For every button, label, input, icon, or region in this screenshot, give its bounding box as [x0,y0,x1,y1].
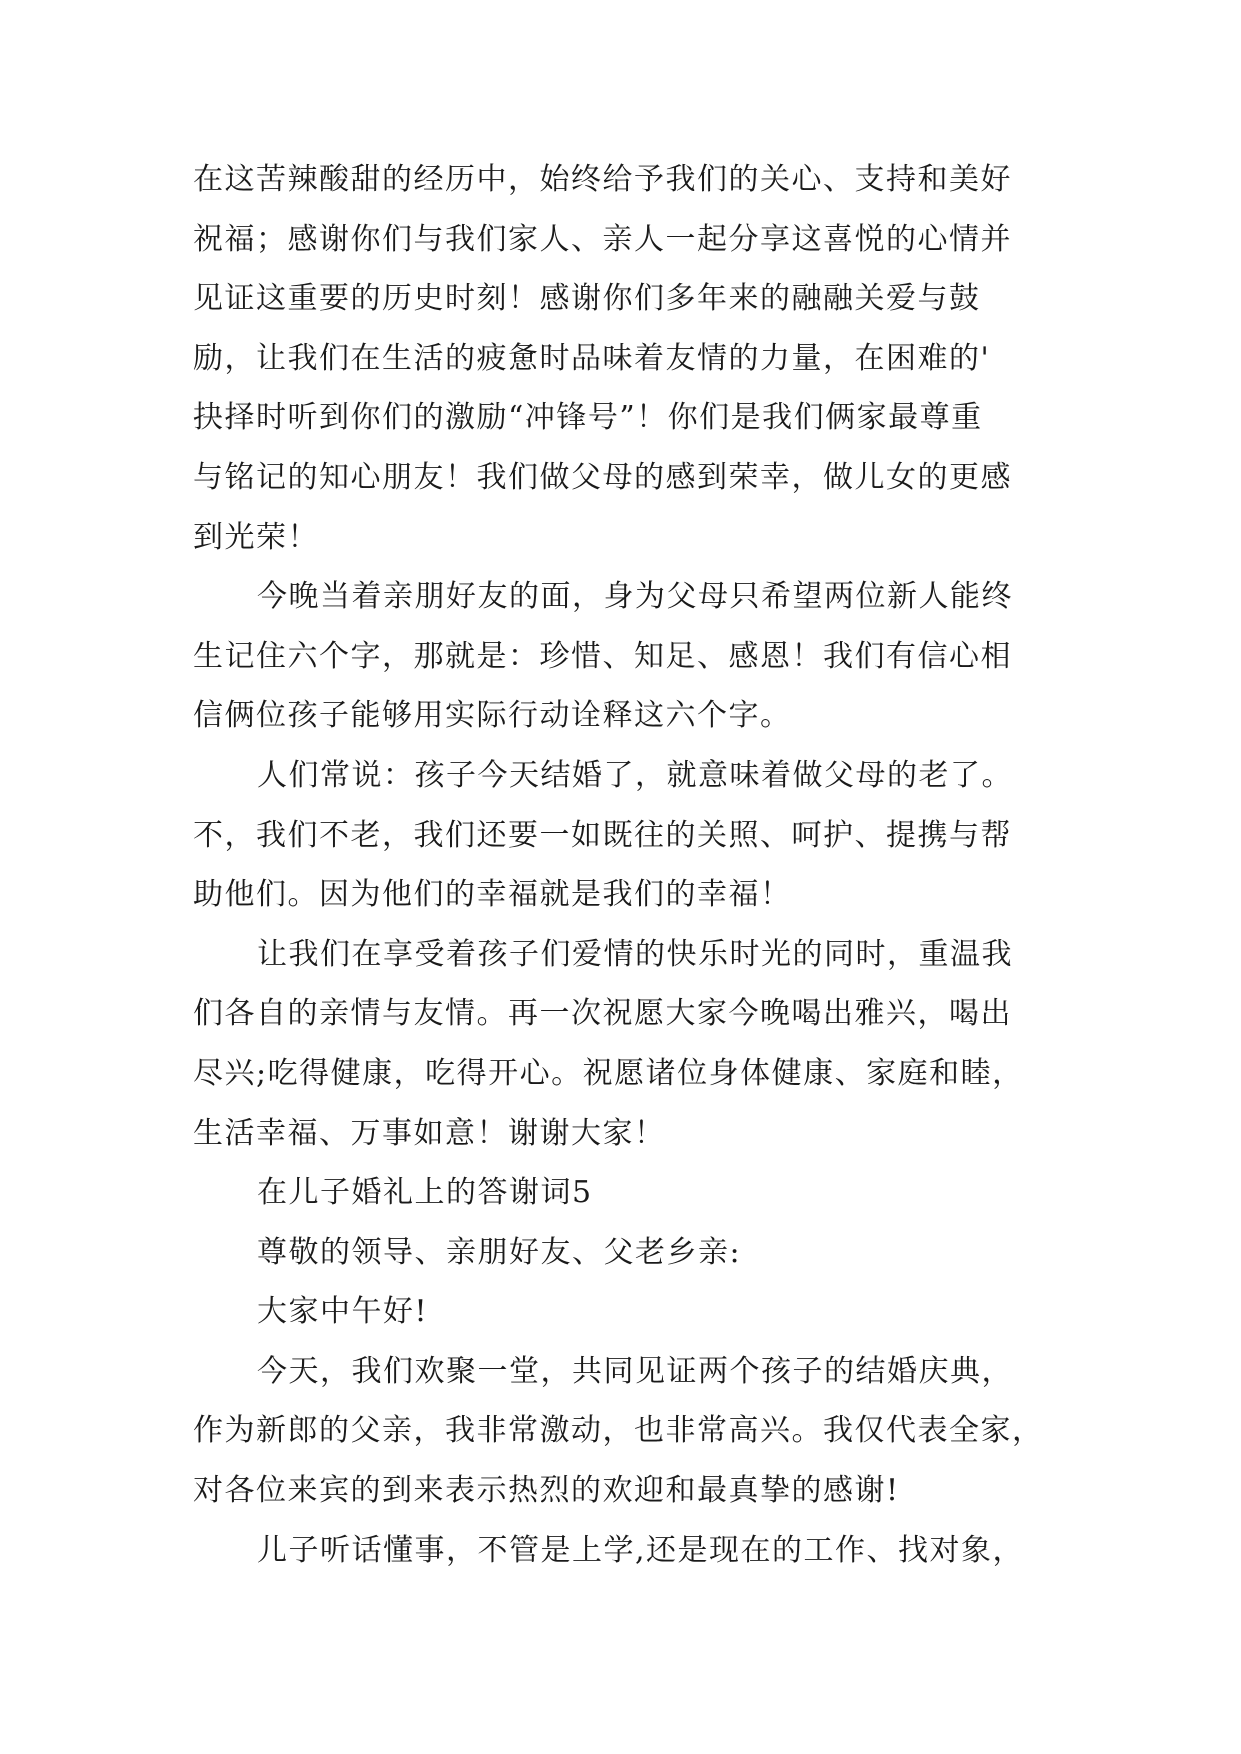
text-line: 今晚当着亲朋好友的面，身为父母只希望两位新人能终 [257,579,1013,615]
text-line: 生活幸福、万事如意！谢谢大家！ [193,1115,666,1151]
text-line: 儿子听话懂事，不管是上学,还是现在的工作、找对象， [257,1532,1025,1568]
text-line: 尽兴;吃得健康，吃得开心。祝愿诸位身体健康、家庭和睦， [193,1055,1024,1091]
document-body [193,150,1063,1580]
text-line: 祝福；感谢你们与我们家人、亲人一起分享这喜悦的心情并 [193,221,1012,257]
text-line: 助他们。因为他们的幸福就是我们的幸福！ [193,877,792,913]
text-line: 与铭记的知心朋友！我们做父母的感到荣幸，做儿女的更感 [193,459,1012,495]
text-line: 在这苦辣酸甜的经历中，始终给予我们的关心、支持和美好 [193,162,1012,197]
text-line: 抉择时听到你们的激励“冲锋号”！你们是我们俩家最尊重 [193,400,983,436]
text-line: 大家中午好! [257,1294,429,1330]
text-line: 尊敬的领导、亲朋好友、父老乡亲: [257,1234,742,1270]
text-line: 生记住六个字，那就是：珍惜、知足、感恩！我们有信心相 [193,638,1012,674]
text-line: 见证这重要的历史时刻！感谢你们多年来的融融关爱与鼓 [193,281,981,317]
text-line: 今天，我们欢聚一堂，共同见证两个孩子的结婚庆典， [257,1353,1013,1389]
text-line: 励，让我们在生活的疲惫时品味着友情的力量，在困难的' [193,340,991,376]
text-line: 信俩位孩子能够用实际行动诠释这六个字。 [193,698,792,734]
text-line: 们各自的亲情与友情。再一次祝愿大家今晚喝出雅兴，喝出 [193,996,1012,1032]
text-line: 到光荣！ [193,519,319,555]
text-line: 在儿子婚礼上的答谢词5 [257,1175,593,1211]
text-line: 不，我们不老，我们还要一如既往的关照、呵护、提携与帮 [193,817,1012,853]
text-line: 让我们在享受着孩子们爱情的快乐时光的同时，重温我 [257,936,1013,972]
text-line: 作为新郎的父亲，我非常激动，也非常高兴。我仅代表全家， [193,1413,1044,1449]
text-line: 对各位来宾的到来表示热烈的欢迎和最真挚的感谢! [193,1473,900,1509]
text-line: 人们常说：孩子今天结婚了，就意味着做父母的老了。 [257,757,1013,793]
